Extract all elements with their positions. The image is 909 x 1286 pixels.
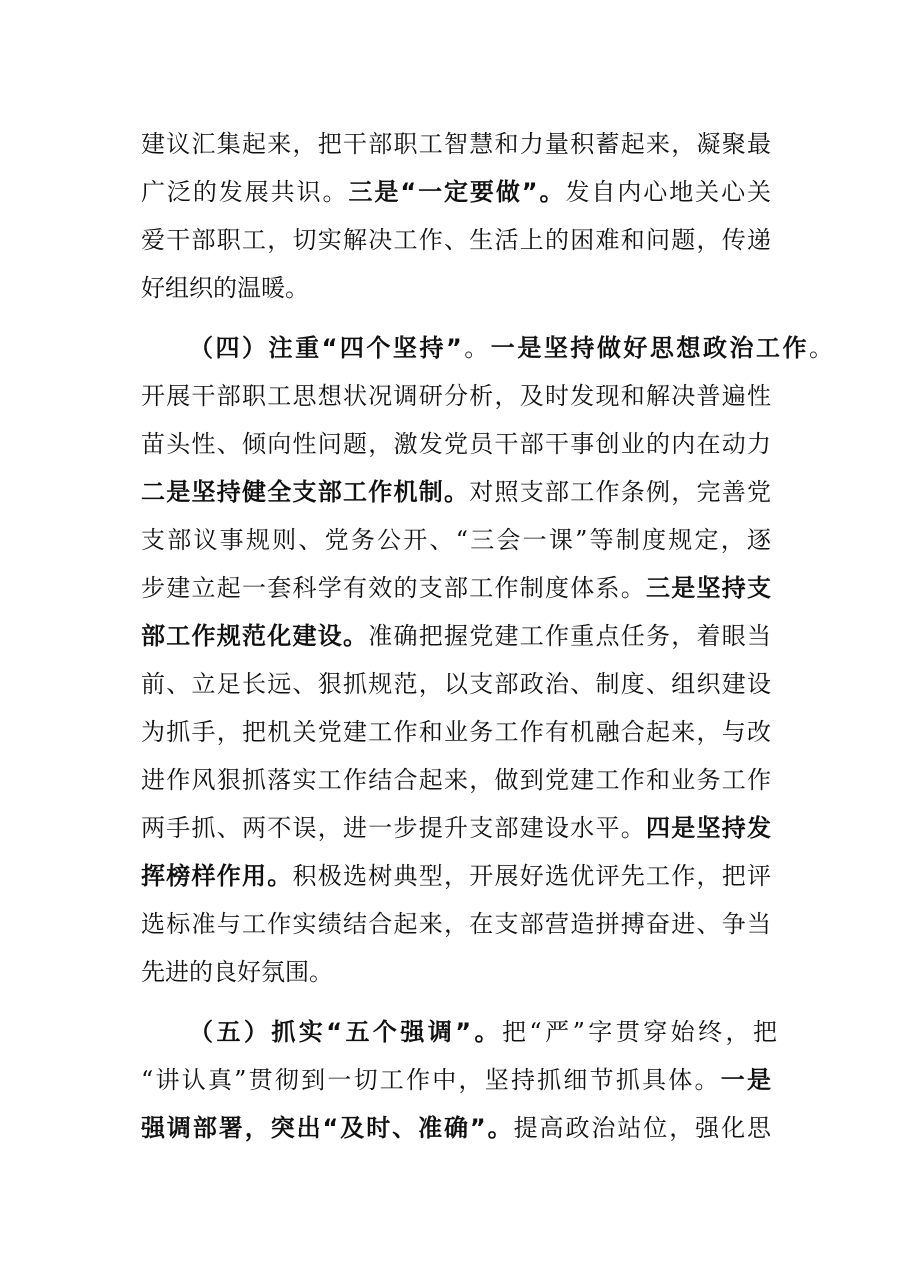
text-run: 步建立起一套科学有效的支部工作制度体系。 — [141, 574, 646, 602]
text-run: 先进的良好氛围。 — [141, 958, 333, 986]
text-run: 苗头性、倾向性问题，激发党员干部干事创业的内在动力 — [141, 430, 771, 458]
text-run: 建议汇集起来，把干部职工智慧和力量积蓄起来，凝聚最 — [141, 130, 771, 158]
text-run: 进作风狠抓落实工作结合起来，做到党建工作和业务工作 — [141, 766, 771, 794]
text-line — [141, 1062, 771, 1098]
text-line — [141, 762, 771, 798]
bold-text-run: 一是 — [720, 1066, 771, 1094]
text-line — [141, 378, 771, 414]
text-run: 。 — [461, 334, 491, 362]
text-line — [141, 954, 771, 990]
text-line — [141, 810, 771, 846]
text-line — [141, 858, 771, 894]
bold-text-run: 二是坚持健全支部工作机制。 — [141, 478, 470, 506]
bold-text-run: 三是坚持支 — [646, 574, 771, 602]
text-run: 前、立足长远、狠抓规范，以支部政治、制度、组织建设 — [141, 670, 771, 698]
bold-text-run: 四是坚持发 — [646, 814, 771, 842]
text-line — [141, 126, 771, 162]
bold-text-run: 挥榜样作用。 — [141, 862, 293, 890]
text-line — [141, 618, 771, 654]
text-line — [141, 570, 771, 606]
bold-text-run: 部工作规范化建设。 — [141, 622, 369, 650]
bold-text-run: 三是“一定要做”。 — [348, 178, 566, 206]
bold-text-run: 一是坚持做好思想政治工作 — [490, 334, 810, 362]
text-run: 选标准与工作实绩结合起来，在支部营造拼搏奋进、争当 — [141, 910, 771, 938]
text-run: 为抓手，把机关党建工作和业务工作有机融合起来，与改 — [141, 718, 771, 746]
section-heading-line — [189, 1014, 777, 1050]
text-run: 对照支部工作条例，完善党 — [469, 478, 771, 506]
text-line — [141, 426, 771, 462]
text-run: 两手抓、两不误，进一步提升支部建设水平。 — [141, 814, 646, 842]
text-run: 开展干部职工思想状况调研分析，及时发现和解决普遍性 — [141, 382, 771, 410]
bold-text-run: 强调部署，突出“及时、准确”。 — [141, 1114, 514, 1142]
text-line — [141, 714, 771, 750]
text-line — [141, 906, 771, 942]
text-line — [141, 474, 771, 510]
section-heading-line — [189, 330, 833, 366]
text-run: 爱干部职工，切实解决工作、生活上的困难和问题，传递 — [141, 226, 771, 254]
text-run: 提高政治站位，强化思 — [513, 1114, 771, 1142]
text-run: “讲认真”贯彻到一切工作中，坚持抓细节抓具体。 — [141, 1066, 721, 1094]
text-line — [141, 666, 771, 702]
text-run: 积极选树典型，开展好选优评先工作，把评 — [292, 862, 771, 890]
text-run: 支部议事规则、党务公开、“三会一课”等制度规定，逐 — [141, 526, 771, 554]
text-run: 发自内心地关心关 — [565, 178, 771, 206]
text-run: 把“严”字贯穿始终，把 — [501, 1018, 777, 1046]
text-line — [141, 222, 771, 258]
text-line — [141, 522, 771, 558]
text-line — [141, 1110, 771, 1146]
text-run: 广泛的发展共识。 — [141, 178, 349, 206]
text-run: 准确把握党建工作重点任务，着眼当 — [368, 622, 771, 650]
bold-text-run: （五）抓实“五个强调”。 — [189, 1018, 502, 1046]
text-run: 好组织的温暖。 — [141, 274, 309, 302]
text-line — [141, 174, 771, 210]
text-line — [141, 270, 771, 306]
bold-text-run: （四）注重“四个坚持” — [189, 334, 462, 362]
text-run: 。 — [809, 334, 833, 362]
